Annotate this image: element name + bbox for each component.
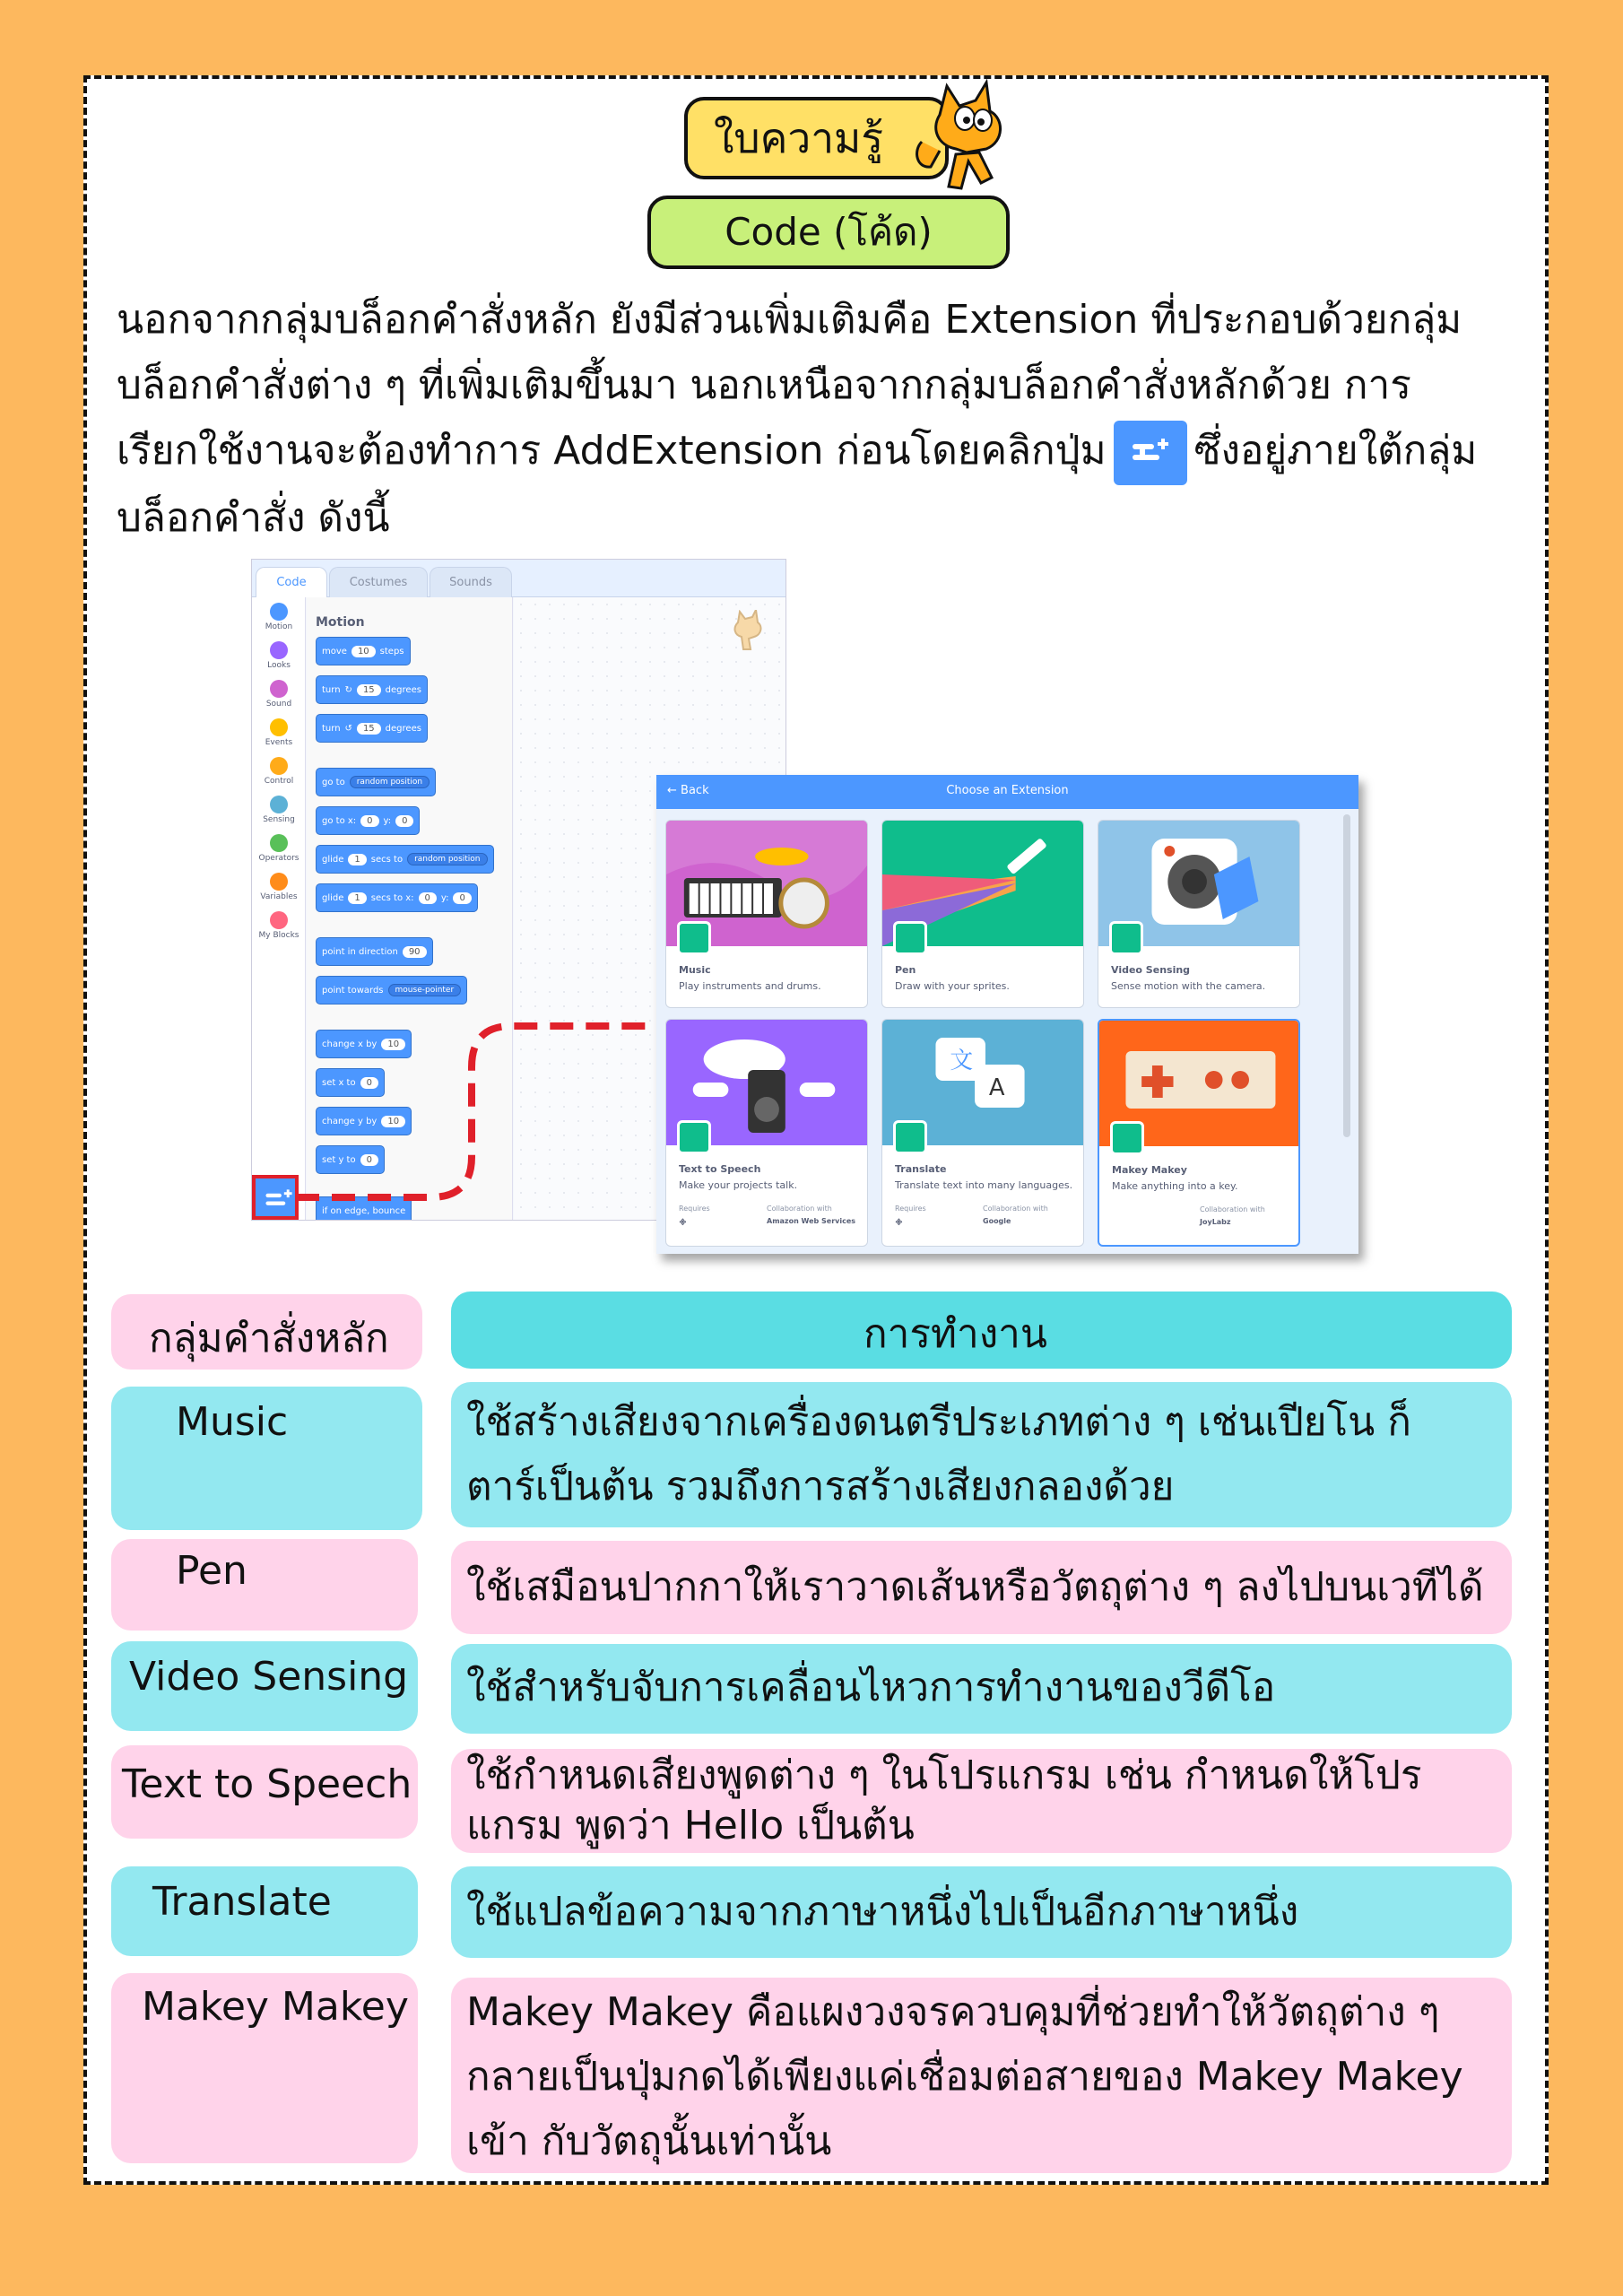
connector-arrow — [296, 1013, 664, 1211]
block-point-direction[interactable] — [316, 937, 433, 966]
block-text: y: — [383, 815, 392, 826]
row-desc-text — [457, 1555, 1484, 1620]
desc-line: แกรม พูดว่า Hello เป็นต้น — [466, 1803, 915, 1848]
block-text: go to — [322, 777, 345, 787]
header-label: กลุ่มคำสั่งหลัก — [149, 1316, 389, 1361]
block-text: degrees — [385, 723, 421, 734]
table-row-name — [111, 1387, 422, 1530]
extension-desc: Play instruments and drums. — [679, 980, 821, 992]
intro-line — [117, 418, 1515, 485]
block-input[interactable]: 10 — [352, 646, 376, 657]
extension-card-video-sensing[interactable] — [1098, 820, 1300, 1008]
extension-chooser-dialog — [656, 775, 1358, 1254]
extension-card-text-to-speech[interactable] — [665, 1019, 868, 1247]
desc-line: กลายเป็นปุ่มกดได้เพียงแค่เชื่อมต่อสายของ Makey Makey — [466, 2054, 1463, 2100]
section-subtitle: Code (โค้ด) — [647, 196, 1010, 269]
row-name: Video Sensing — [129, 1654, 409, 1700]
chooser-title: Choose an Extension — [946, 784, 1069, 797]
category-looks[interactable] — [252, 641, 306, 670]
tab-label: Code — [276, 576, 307, 589]
block-dropdown[interactable]: random position — [407, 853, 487, 865]
row-desc-text — [457, 1390, 1411, 1519]
block-input[interactable]: 0 — [360, 1154, 378, 1166]
block-glide[interactable] — [316, 845, 494, 874]
block-text: if on edge, bounce — [322, 1205, 406, 1216]
extension-name: Pen — [895, 964, 916, 976]
intro-text: เรียกใช้งานจะต้องทำการ AddExtension ก่อนโดยคลิกปุ่ม — [117, 428, 1107, 474]
category-label: My Blocks — [258, 931, 299, 940]
chooser-header — [656, 775, 1358, 809]
wifi-icon: ᯽ — [895, 1218, 903, 1226]
table-row-name — [111, 1973, 418, 2163]
block-input[interactable]: 1 — [348, 892, 366, 904]
block-dropdown[interactable]: random position — [350, 776, 430, 788]
category-dot — [270, 603, 288, 621]
block-text: change x by — [322, 1039, 378, 1049]
desc-line: ใช้กำหนดเสียงพูดต่าง ๆ ในโปรแกรม เช่น กำหนดให้โปร — [466, 1752, 1422, 1798]
row-name: Text to Speech — [122, 1761, 412, 1807]
category-label: Looks — [267, 661, 291, 670]
collab-label: Collaboration with — [983, 1205, 1048, 1213]
category-my-blocks[interactable] — [252, 911, 306, 940]
desc-line: ใช้สร้างเสียงจากเครื่องดนตรีประเภทต่าง ๆ เช่นเปียโน ก็ — [466, 1399, 1411, 1445]
video-badge-icon — [1109, 921, 1143, 955]
block-text: point towards — [322, 985, 384, 996]
collab-value: Amazon Web Services — [767, 1217, 856, 1225]
category-sound[interactable] — [252, 680, 306, 709]
category-dot — [270, 796, 288, 813]
block-input[interactable]: 0 — [419, 892, 437, 904]
turn-left-icon: ↺ — [344, 723, 352, 734]
requires-label: Requires — [679, 1205, 710, 1213]
row-desc-text — [457, 1751, 1422, 1851]
block-input[interactable]: 10 — [381, 1116, 405, 1127]
category-label: Motion — [265, 622, 293, 631]
extension-name: Video Sensing — [1111, 964, 1191, 976]
extension-card-music[interactable] — [665, 820, 868, 1008]
collab-label: Collaboration with — [1200, 1205, 1265, 1213]
row-name: Translate — [152, 1879, 332, 1925]
collab-value: Google — [983, 1217, 1011, 1225]
block-text: steps — [379, 646, 404, 657]
block-input[interactable]: 1 — [348, 854, 366, 865]
tab-costumes[interactable] — [329, 567, 428, 597]
pen-badge-icon — [893, 921, 927, 955]
block-text: secs to x: — [370, 892, 414, 903]
desc-line: Makey Makey คือแผงวงจรควบคุมที่ช่วยทำให้วัตถุต่าง ๆ — [466, 1989, 1440, 2035]
row-name: Music — [176, 1399, 289, 1445]
tab-sounds[interactable] — [430, 567, 512, 597]
collab-label: Collaboration with — [767, 1205, 832, 1213]
row-desc-text — [457, 1880, 1298, 1944]
row-name: Makey Makey — [142, 1984, 409, 2030]
row-name: Pen — [176, 1548, 247, 1594]
collab-value: JoyLabz — [1200, 1218, 1231, 1226]
add-extension-button[interactable] — [252, 1175, 299, 1220]
category-dot — [270, 873, 288, 891]
intro-line: นอกจากกลุ่มบล็อกคำสั่งหลัก ยังมีส่วนเพิ่มเติมคือ Extension ที่ประกอบด้วยกลุ่ม — [117, 297, 1462, 343]
desc-line: ใช้เสมือนปากกาให้เราวาดเส้นหรือวัตถุต่าง ๆ ลงไปบนเวทีได้ — [466, 1564, 1484, 1610]
music-badge-icon — [677, 921, 711, 955]
tab-label: Costumes — [349, 576, 408, 589]
turn-right-icon: ↻ — [344, 684, 352, 695]
extension-card-translate[interactable] — [881, 1019, 1084, 1247]
add-extension-icon — [1114, 421, 1187, 485]
table-header-function — [451, 1292, 1512, 1369]
svg-text:A: A — [988, 1074, 1005, 1102]
block-input[interactable]: 0 — [453, 892, 471, 904]
block-text: turn — [322, 684, 341, 695]
table-row-name — [111, 1866, 418, 1956]
block-turn-left[interactable] — [316, 714, 428, 743]
category-motion[interactable] — [252, 603, 306, 631]
category-dot — [270, 680, 288, 698]
block-text: turn — [322, 723, 341, 734]
table-row-name — [111, 1539, 418, 1631]
wifi-icon: ᯽ — [679, 1218, 687, 1226]
intro-paragraph — [117, 287, 1515, 551]
chooser-scrollbar[interactable] — [1343, 814, 1350, 1137]
extension-name: Music — [679, 964, 711, 976]
desc-line: ใช้สำหรับจับการเคลื่อนไหวการทำงานของวีดีโอ — [466, 1665, 1276, 1710]
extension-desc: Translate text into many languages. — [895, 1179, 1073, 1191]
palette-title: Motion — [316, 615, 365, 630]
extension-desc: Make your projects talk. — [679, 1179, 798, 1191]
row-desc-text — [457, 1656, 1275, 1720]
svg-text:文: 文 — [950, 1047, 974, 1075]
extension-name: Translate — [895, 1163, 947, 1175]
back-button[interactable]: ← Back — [667, 784, 709, 797]
extension-card-pen[interactable] — [881, 820, 1084, 1008]
block-text: degrees — [385, 684, 421, 695]
intro-text: ซึ่งอยู่ภายใต้กลุ่ม — [1193, 428, 1478, 474]
block-input[interactable]: 90 — [403, 946, 427, 958]
row-desc-text — [457, 1980, 1463, 2174]
block-text: set x to — [322, 1077, 356, 1088]
tab-label: Sounds — [449, 576, 492, 589]
extension-card-makey-makey[interactable] — [1098, 1019, 1300, 1247]
block-go-to[interactable] — [316, 768, 436, 796]
block-text: y: — [440, 892, 449, 903]
category-dot — [270, 911, 288, 929]
block-dropdown[interactable]: mouse-pointer — [388, 984, 462, 996]
category-dot — [270, 718, 288, 736]
category-label: Operators — [258, 854, 299, 863]
header-label: การทำงาน — [864, 1311, 1047, 1357]
translate-badge-icon — [893, 1120, 927, 1154]
block-text: change y by — [322, 1116, 378, 1126]
page-title: ใบความรู้ — [684, 97, 949, 179]
category-label: Variables — [260, 892, 298, 901]
block-input[interactable]: 0 — [360, 1077, 378, 1089]
makey-badge-icon — [1110, 1121, 1144, 1155]
desc-line: ใช้แปลข้อความจากภาษาหนึ่งไปเป็นอีกภาษาหนึ่ง — [466, 1889, 1299, 1935]
block-text: glide — [322, 854, 344, 865]
category-dot — [270, 834, 288, 852]
editor-tabbar — [252, 560, 786, 597]
category-operators[interactable] — [252, 834, 306, 863]
table-header-group — [111, 1294, 422, 1370]
speech-badge-icon — [677, 1120, 711, 1154]
extension-name: Makey Makey — [1112, 1164, 1187, 1176]
block-input[interactable]: 15 — [357, 684, 381, 696]
category-label: Sensing — [263, 815, 295, 824]
intro-line: บล็อกคำสั่งต่าง ๆ ที่เพิ่มเติมขึ้นมา นอกเหนือจากกลุ่มบล็อกคำสั่งหลักด้วย การ — [117, 362, 1411, 408]
block-turn-right[interactable] — [316, 675, 428, 704]
table-row-name — [111, 1745, 418, 1839]
block-text: move — [322, 646, 347, 657]
desc-line: เข้า กับวัตถุนั้นเท่านั้น — [466, 2118, 832, 2164]
category-label: Events — [265, 738, 293, 747]
category-variables[interactable] — [252, 873, 306, 901]
block-go-to-xy[interactable] — [316, 806, 420, 835]
block-move[interactable] — [316, 637, 411, 665]
intro-line: บล็อกคำสั่ง ดังนี้ — [117, 495, 390, 541]
category-label: Sound — [265, 700, 292, 709]
extension-name: Text to Speech — [679, 1163, 761, 1175]
category-label: Control — [264, 777, 294, 786]
extension-desc: Sense motion with the camera. — [1111, 980, 1266, 992]
category-events[interactable] — [252, 718, 306, 747]
back-label: Back — [681, 784, 709, 797]
block-text: go to x: — [322, 815, 357, 826]
requires-label: Requires — [895, 1205, 926, 1213]
block-input[interactable]: 0 — [395, 815, 413, 827]
extension-desc: Draw with your sprites. — [895, 980, 1010, 992]
block-input[interactable]: 10 — [381, 1039, 405, 1050]
block-text: point in direction — [322, 946, 398, 957]
block-input[interactable]: 15 — [357, 723, 381, 735]
block-text: secs to — [370, 854, 404, 865]
block-text: set y to — [322, 1154, 356, 1165]
extension-desc: Make anything into a key. — [1112, 1180, 1238, 1192]
sprite-ghost-icon — [729, 610, 765, 651]
category-dot — [270, 641, 288, 659]
block-point-towards[interactable] — [316, 976, 467, 1004]
block-input[interactable]: 0 — [360, 815, 378, 827]
category-sensing[interactable] — [252, 796, 306, 824]
block-glide-xy[interactable] — [316, 883, 478, 912]
category-control[interactable] — [252, 757, 306, 786]
block-text: glide — [322, 892, 344, 903]
desc-line: ตาร์เป็นต้น รวมถึงการสร้างเสียงกลองด้วย — [466, 1464, 1175, 1509]
tab-code[interactable] — [256, 567, 327, 597]
category-dot — [270, 757, 288, 775]
scratch-cat-icon — [904, 79, 1020, 196]
table-row-name — [111, 1641, 418, 1731]
